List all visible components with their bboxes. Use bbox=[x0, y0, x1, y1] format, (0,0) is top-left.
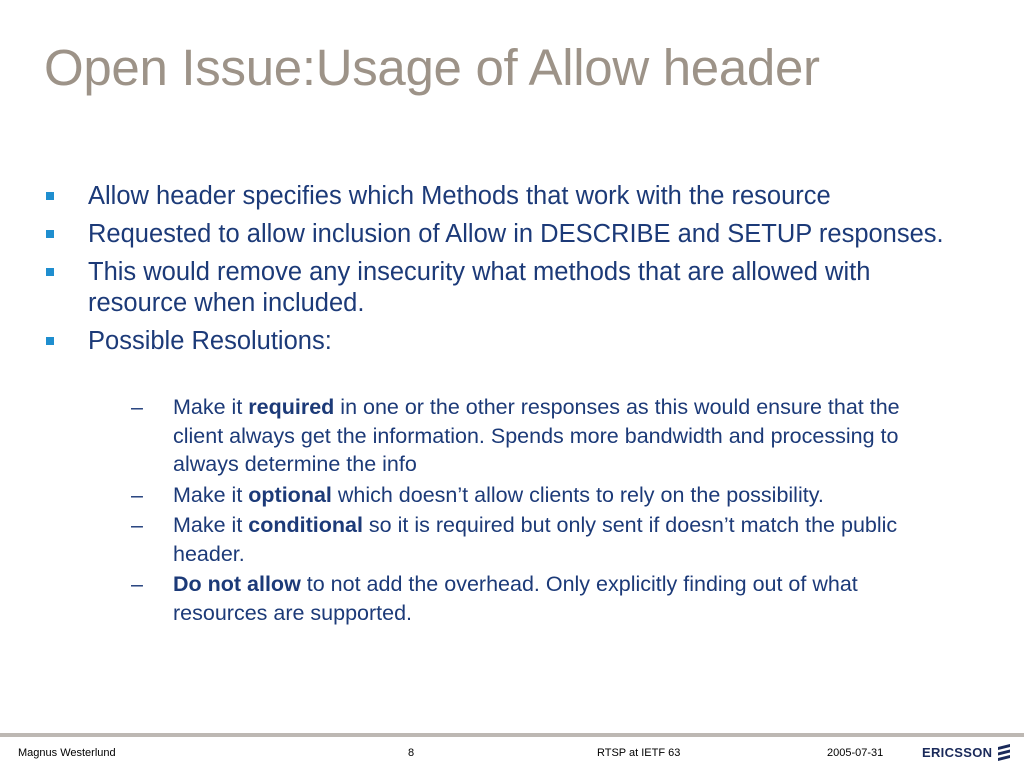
bullet-text: Allow header specifies which Methods that work with the resource bbox=[88, 182, 831, 210]
footer-author: Magnus Westerlund bbox=[18, 747, 116, 759]
sub-bullet-emphasis: conditional bbox=[248, 513, 363, 537]
bullet-text: Requested to allow inclusion of Allow in DESCRIBE and SETUP responses. bbox=[88, 220, 944, 248]
sub-bullet-list bbox=[44, 393, 944, 629]
footer-divider bbox=[0, 733, 1024, 737]
sub-bullet-item bbox=[44, 393, 944, 479]
sub-bullet-prefix: Make it bbox=[173, 482, 249, 507]
ericsson-stripes-icon bbox=[997, 743, 1011, 761]
dash-marker: – bbox=[131, 572, 143, 596]
sub-bullet-emphasis: Do not allow bbox=[173, 572, 301, 596]
sub-bullet-rest: in one or the other responses as this would ensure that the client always get the information. Spends more bandwidth and processing to always determine the info bbox=[173, 395, 900, 476]
ericsson-logo bbox=[922, 743, 1011, 761]
sub-bullet-rest: so it is required but only sent if doesn’t match the public header. bbox=[173, 513, 898, 566]
square-bullet-icon bbox=[46, 337, 54, 345]
square-bullet-icon bbox=[46, 268, 54, 276]
bullet-text: This would remove any insecurity what methods that are allowed with resource when included. bbox=[88, 258, 871, 317]
dash-marker: – bbox=[131, 513, 143, 537]
sub-bullet-item bbox=[44, 481, 944, 510]
footer-page-number: 8 bbox=[408, 747, 415, 759]
sub-bullet-emphasis: optional bbox=[248, 482, 332, 507]
sub-bullet-rest: to not add the overhead. Only explicitly finding out of what resources are supported. bbox=[173, 572, 858, 625]
sub-bullet-item bbox=[44, 570, 944, 627]
logo-text: ERICSSON bbox=[922, 744, 993, 760]
sub-bullet-rest: which doesn’t allow clients to rely on the possibility. bbox=[331, 482, 824, 507]
sub-bullet-prefix: Make it bbox=[173, 513, 249, 537]
dash-marker: – bbox=[131, 395, 143, 419]
slide-body bbox=[44, 181, 944, 357]
bullet-item bbox=[44, 257, 944, 319]
bullet-item bbox=[44, 326, 944, 357]
square-bullet-icon bbox=[46, 192, 54, 200]
sub-bullet-prefix: Make it bbox=[173, 395, 249, 419]
bullet-text: Possible Resolutions: bbox=[88, 327, 332, 355]
bullet-item bbox=[44, 181, 944, 212]
slide-title: Open Issue:Usage of Allow header bbox=[44, 39, 820, 96]
bullet-item bbox=[44, 219, 944, 250]
sub-bullet-emphasis: required bbox=[248, 395, 335, 419]
sub-bullet-item bbox=[44, 511, 944, 568]
footer-event: RTSP at IETF 63 bbox=[597, 747, 681, 759]
footer-date: 2005-07-31 bbox=[827, 747, 884, 759]
dash-marker: – bbox=[131, 482, 143, 507]
square-bullet-icon bbox=[46, 230, 54, 238]
